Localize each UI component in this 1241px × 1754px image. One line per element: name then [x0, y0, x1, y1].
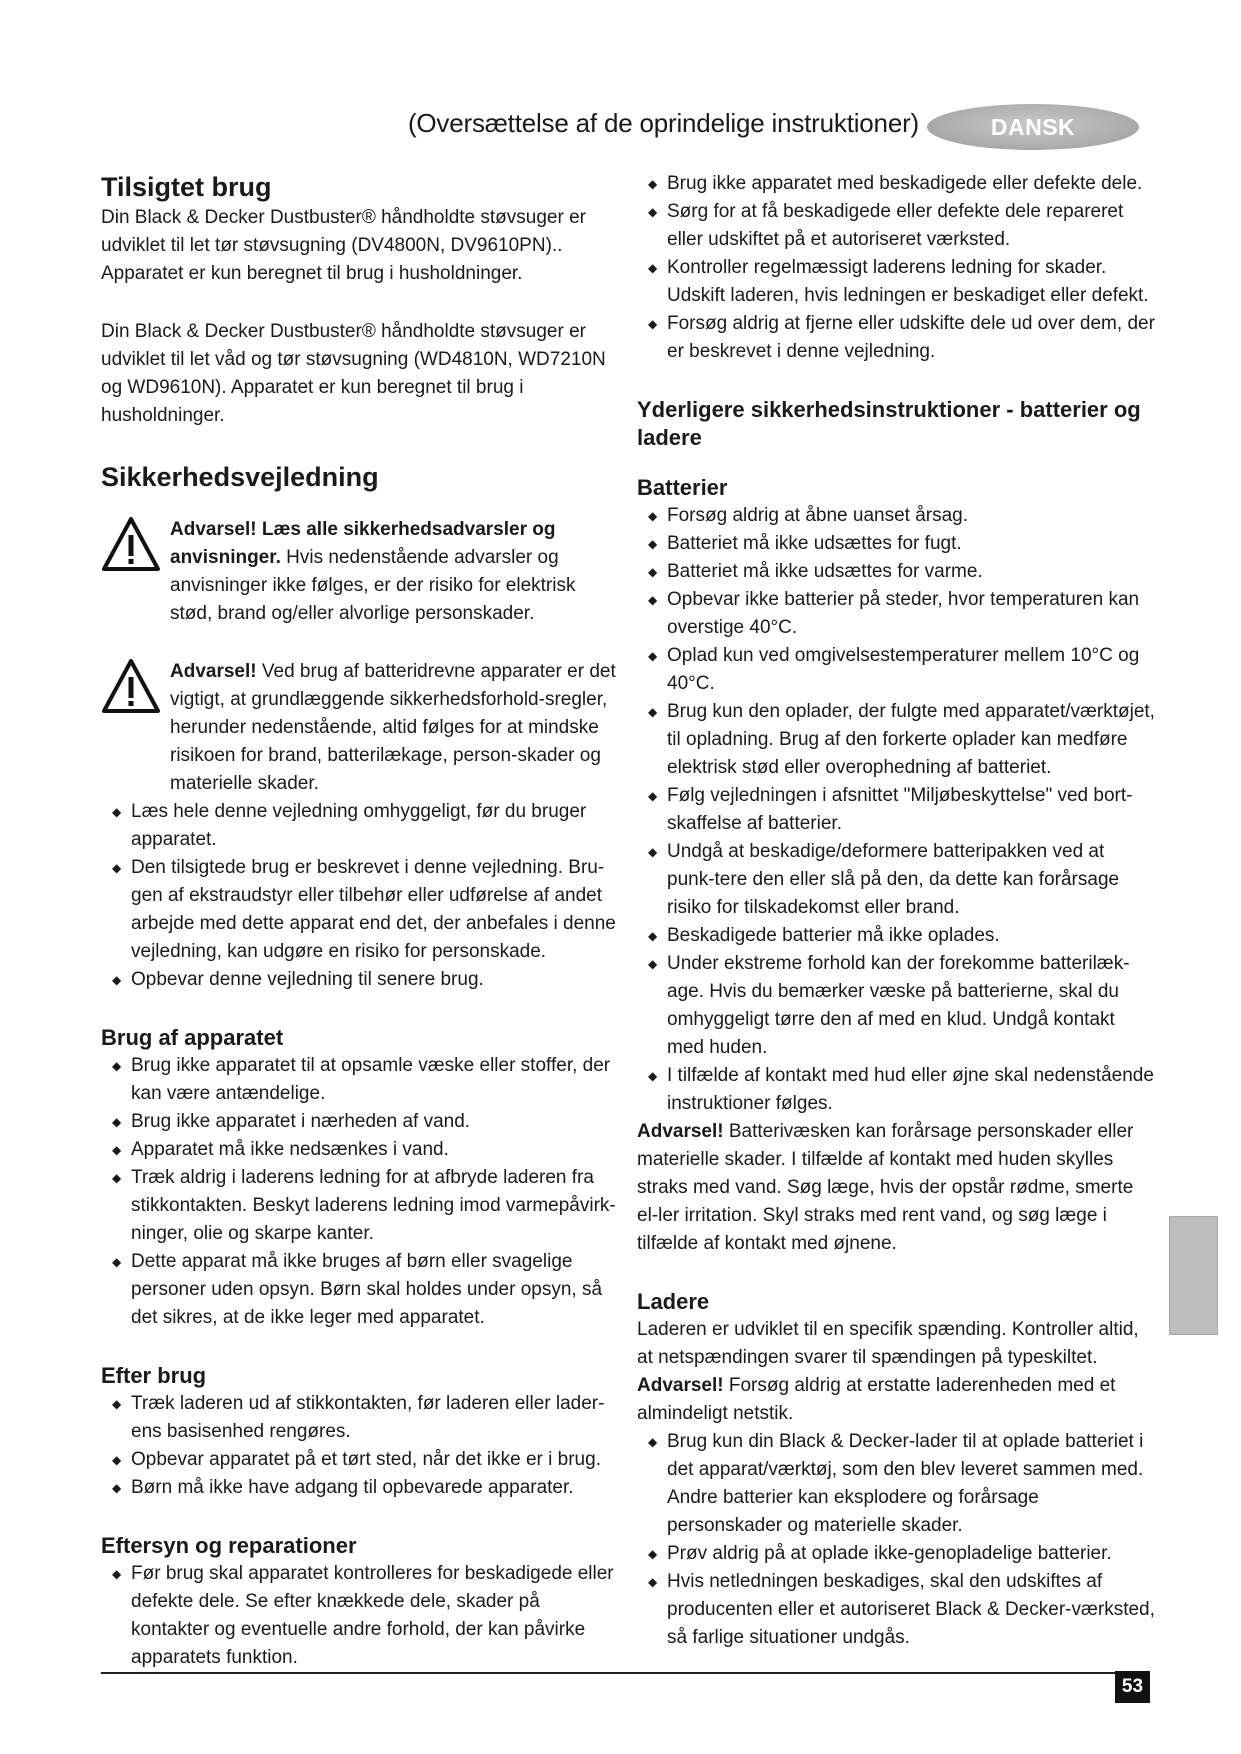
- diamond-bullet-icon: ◆: [648, 957, 658, 971]
- batteries-bullet-list: [637, 502, 1157, 1118]
- heading-intended-use: Tilsigtet brug: [101, 172, 272, 202]
- list-item: ◆ Brug ikke apparatet i nærheden af vand.: [101, 1108, 621, 1136]
- warning-1-bold: Advarsel! Læs alle sikkerhedsadvarsler og anvisninger.: [170, 519, 556, 568]
- after-use-bullet-list: [101, 1390, 621, 1502]
- diamond-bullet-icon: ◆: [112, 1255, 122, 1269]
- list-item: ◆ Batteriet må ikke udsættes for fugt.: [637, 530, 1157, 558]
- footer-rule: [101, 1672, 1118, 1674]
- list-item: ◆ Før brug skal apparatet kontrolleres for beskadigede eller defekte dele. Se efter knækkede dele, skader på kontakter og eventuelle andre forhold, der kan påvirke apparatets funktion.: [101, 1560, 621, 1672]
- chargers-para: Laderen er udviklet til en specifik spænding. Kontroller altid, at netspændingen svarer til spændingen på typeskiltet.: [637, 1319, 1139, 1368]
- battery-warning: [637, 1118, 1157, 1258]
- diamond-bullet-icon: ◆: [112, 1397, 122, 1411]
- diamond-bullet-icon: ◆: [648, 1575, 658, 1589]
- diamond-bullet-icon: ◆: [112, 1453, 122, 1467]
- list-item: ◆ Hvis netledningen beskadiges, skal den udskiftes af producenten eller et autoriseret Black & Decker-værksted, så farlige situationer undgås.: [637, 1568, 1157, 1652]
- diamond-bullet-icon: ◆: [648, 177, 658, 191]
- list-item: ◆ Opbevar ikke batterier på steder, hvor temperaturen kan overstige 40°C.: [637, 586, 1157, 642]
- safety-bullet-list: [101, 798, 621, 994]
- list-item: ◆ Brug kun din Black & Decker-lader til at oplade batteriet i det apparat/værktøj, som den blev leveret sammen med. Andre batterier kan eksplodere og forårsage personskader og materielle skader.: [637, 1428, 1157, 1540]
- list-item: ◆ Batteriet må ikke udsættes for varme.: [637, 558, 1157, 586]
- diamond-bullet-icon: ◆: [648, 845, 658, 859]
- safety-warning-1: [101, 516, 621, 628]
- list-item: ◆ Træk aldrig i laderens ledning for at afbryde laderen fra stikkontakten. Beskyt laderens ledning imod varmepåvirk-ninger, olie og skarpe kanter.: [101, 1164, 621, 1248]
- diamond-bullet-icon: ◆: [648, 1547, 658, 1561]
- warning-2-bold: Advarsel!: [170, 661, 257, 682]
- list-item: ◆ Brug ikke apparatet til at opsamle væske eller stoffer, der kan være antændelige.: [101, 1052, 621, 1108]
- list-item: ◆ Prøv aldrig på at oplade ikke-genopladelige batterier.: [637, 1540, 1157, 1568]
- charger-warning-bold: Advarsel!: [637, 1375, 724, 1396]
- diamond-bullet-icon: ◆: [648, 205, 658, 219]
- list-item: ◆ Læs hele denne vejledning omhyggeligt, før du bruger apparatet.: [101, 798, 621, 854]
- diamond-bullet-icon: ◆: [648, 317, 658, 331]
- chargers-bullet-list: [637, 1428, 1157, 1652]
- heading-service: Eftersyn og reparationer: [101, 1533, 357, 1558]
- heading-batteries: Batterier: [637, 475, 728, 500]
- diamond-bullet-icon: ◆: [112, 1481, 122, 1495]
- diamond-bullet-icon: ◆: [648, 1435, 658, 1449]
- use-bullet-list: [101, 1052, 621, 1332]
- right-column: [637, 170, 1157, 1652]
- warning-triangle-icon: [101, 516, 161, 572]
- diamond-bullet-icon: ◆: [112, 1171, 122, 1185]
- warning-2-rest: Ved brug af batteridrevne apparater er det vigtigt, at grundlæggende sikkerhedsforhold-sregler, herunder nedenstående, altid følges for at mindske risikoen for brand, batterilækage, person-skader og materielle skader.: [170, 661, 616, 794]
- diamond-bullet-icon: ◆: [648, 929, 658, 943]
- charger-warning: [637, 1372, 1157, 1428]
- list-item: ◆ Beskadigede batterier må ikke oplades.: [637, 922, 1157, 950]
- intended-use-para-2: Din Black & Decker Dustbuster® håndholdte støvsuger er udviklet til let våd og tør støvsugning (WD4810N, WD7210N og WD9610N). Apparatet er kun beregnet til brug i husholdninger.: [101, 321, 606, 426]
- list-item: ◆ Dette apparat må ikke bruges af børn eller svagelige personer uden opsyn. Børn skal holdes under opsyn, så det sikres, at de ikke leger med apparatet.: [101, 1248, 621, 1332]
- diamond-bullet-icon: ◆: [648, 1069, 658, 1083]
- battery-warning-bold: Advarsel!: [637, 1121, 724, 1142]
- language-badge: DANSK: [927, 104, 1139, 150]
- list-item: ◆ Den tilsigtede brug er beskrevet i denne vejledning. Bru-gen af ekstraudstyr eller tilbehør eller udførelse af andet arbejde med dette apparat end det, der anbefales i denne vejledning, kan udgøre en risiko for personskade.: [101, 854, 621, 966]
- charger-warning-rest: Forsøg aldrig at erstatte laderenheden med et almindeligt netstik.: [637, 1375, 1116, 1424]
- diamond-bullet-icon: ◆: [112, 805, 122, 819]
- heading-safety: Sikkerhedsvejledning: [101, 462, 379, 492]
- heading-use: Brug af apparatet: [101, 1025, 284, 1050]
- service-continued-list: [637, 170, 1157, 366]
- heading-additional-safety: Yderligere sikkerhedsinstruktioner - batterier og ladere: [637, 397, 1141, 450]
- warning-1-rest: Hvis nedenstående advarsler og anvisninger ikke følges, er der risiko for elektrisk stød, brand og/eller alvorlige personskader.: [170, 547, 576, 624]
- diamond-bullet-icon: ◆: [648, 705, 658, 719]
- list-item: ◆ Opbevar denne vejledning til senere brug.: [101, 966, 621, 994]
- diamond-bullet-icon: ◆: [648, 789, 658, 803]
- diamond-bullet-icon: ◆: [648, 509, 658, 523]
- warning-triangle-icon: [101, 658, 161, 714]
- battery-warning-rest: Batterivæsken kan forårsage personskader eller materielle skader. I tilfælde af kontakt med huden skylles straks med vand. Søg læge, hvis der opstår rødme, smerte el-ler irritation. Skyl straks med rent vand, og søg læge i tilfælde af kontakt med øjnene.: [637, 1121, 1134, 1254]
- diamond-bullet-icon: ◆: [112, 1059, 122, 1073]
- diamond-bullet-icon: ◆: [112, 973, 122, 987]
- service-bullet-list: [101, 1560, 621, 1672]
- list-item: ◆ Apparatet må ikke nedsænkes i vand.: [101, 1136, 621, 1164]
- list-item: ◆ Forsøg aldrig at åbne uanset årsag.: [637, 502, 1157, 530]
- list-item: ◆ Under ekstreme forhold kan der forekomme batterilæk-age. Hvis du bemærker væske på batterierne, skal du omhyggeligt tørre den af med en klud. Undgå kontakt med huden.: [637, 950, 1157, 1062]
- list-item: ◆ Følg vejledningen i afsnittet "Miljøbeskyttelse" ved bort-skaffelse af batterier.: [637, 782, 1157, 838]
- list-item: ◆ Kontroller regelmæssigt laderens ledning for skader. Udskift laderen, hvis ledningen er beskadiget eller defekt.: [637, 254, 1157, 310]
- diamond-bullet-icon: ◆: [648, 649, 658, 663]
- diamond-bullet-icon: ◆: [112, 1567, 122, 1581]
- header-title: (Oversættelse af de oprindelige instruktioner): [407, 108, 919, 138]
- list-item: ◆ Undgå at beskadige/deformere batteripakken ved at punk-tere den eller slå på den, da dette kan forårsage risiko for tilskadekomst eller brand.: [637, 838, 1157, 922]
- page-number: 53: [1115, 1671, 1150, 1703]
- diamond-bullet-icon: ◆: [112, 1115, 122, 1129]
- diamond-bullet-icon: ◆: [648, 565, 658, 579]
- list-item: ◆ I tilfælde af kontakt med hud eller øjne skal nedenstående instruktioner følges.: [637, 1062, 1157, 1118]
- list-item: ◆ Træk laderen ud af stikkontakten, før laderen eller lader-ens basisenhed rengøres.: [101, 1390, 621, 1446]
- intended-use-para-1: Din Black & Decker Dustbuster® håndholdte støvsuger er udviklet til let tør støvsugning (DV4800N, DV9610PN).. Apparatet er kun beregnet til brug i husholdninger.: [101, 207, 586, 284]
- diamond-bullet-icon: ◆: [112, 1143, 122, 1157]
- diamond-bullet-icon: ◆: [648, 261, 658, 275]
- list-item: ◆ Brug kun den oplader, der fulgte med apparatet/værktøjet, til opladning. Brug af den forkerte oplader kan medføre elektrisk stød eller overophedning af batteriet.: [637, 698, 1157, 782]
- diamond-bullet-icon: ◆: [648, 537, 658, 551]
- list-item: ◆ Brug ikke apparatet med beskadigede eller defekte dele.: [637, 170, 1157, 198]
- list-item: ◆ Sørg for at få beskadigede eller defekte dele repareret eller udskiftet på et autoriseret værksted.: [637, 198, 1157, 254]
- diamond-bullet-icon: ◆: [648, 593, 658, 607]
- left-column: [101, 170, 621, 1672]
- page-header: [0, 104, 1241, 150]
- warning-1-text: [170, 516, 621, 628]
- list-item: ◆ Oplad kun ved omgivelsestemperaturer mellem 10°C og 40°C.: [637, 642, 1157, 698]
- diamond-bullet-icon: ◆: [112, 861, 122, 875]
- heading-chargers: Ladere: [637, 1289, 710, 1314]
- warning-2-text: [170, 658, 621, 798]
- language-side-tab: [1169, 1216, 1218, 1335]
- safety-warning-2: [101, 658, 621, 798]
- list-item: ◆ Forsøg aldrig at fjerne eller udskifte dele ud over dem, der er beskrevet i denne vejledning.: [637, 310, 1157, 366]
- list-item: ◆ Opbevar apparatet på et tørt sted, når det ikke er i brug.: [101, 1446, 621, 1474]
- heading-after-use: Efter brug: [101, 1363, 207, 1388]
- list-item: ◆ Børn må ikke have adgang til opbevarede apparater.: [101, 1474, 621, 1502]
